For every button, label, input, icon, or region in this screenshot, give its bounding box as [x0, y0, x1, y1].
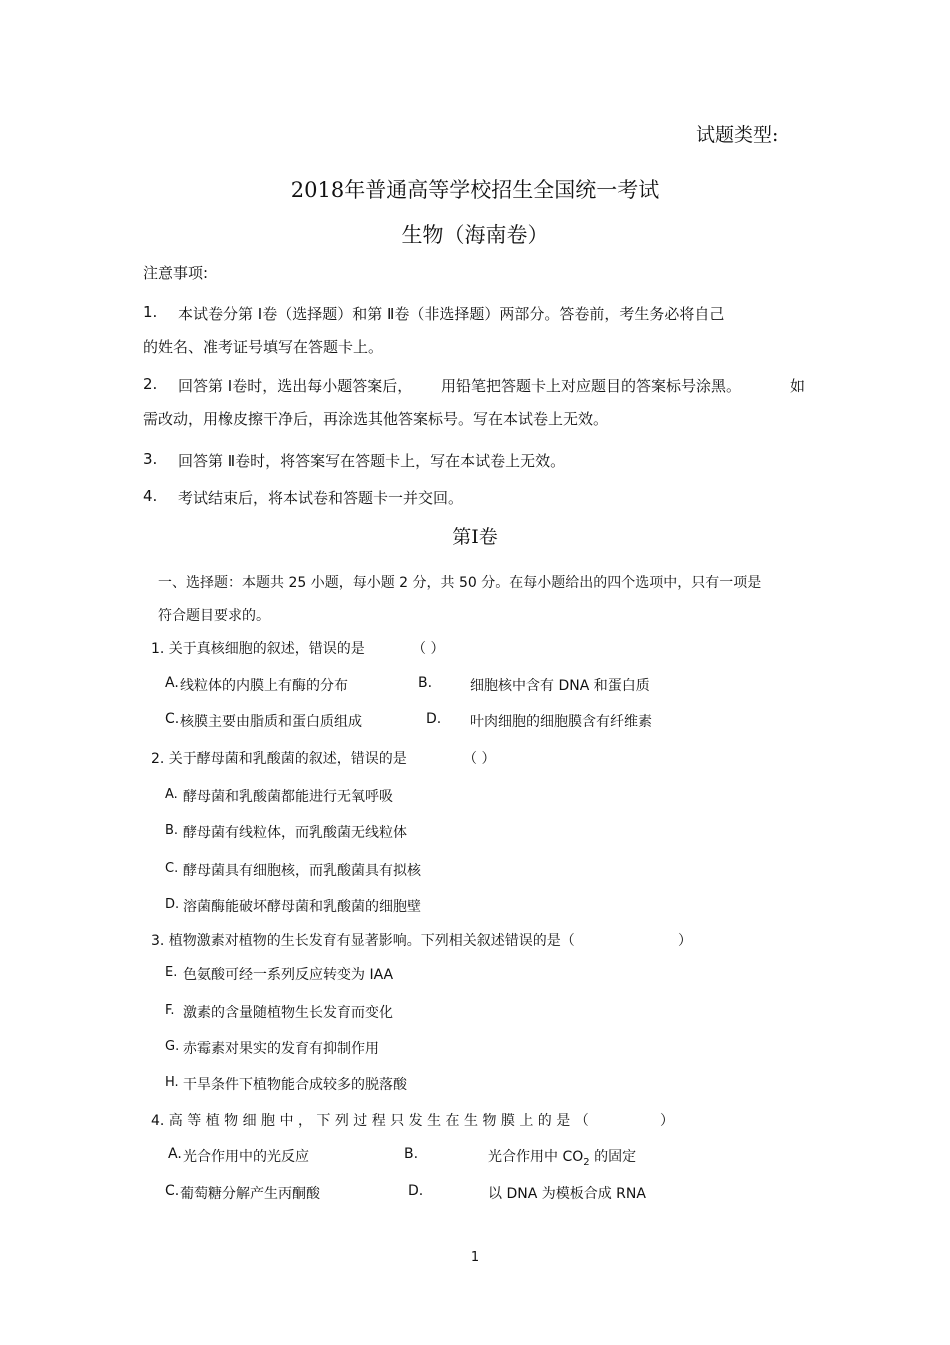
option-text: 以 DNA 为模板合成 RNA: [488, 1186, 646, 1202]
option-text: 溶菌酶能破坏酵母菌和乳酸菌的细胞壁: [183, 899, 421, 915]
note-text: 回答第 Ⅱ卷时，将答案写在答题卡上，写在本试卷上无效。: [178, 452, 566, 470]
option-text: 光合作用中的光反应: [183, 1149, 309, 1165]
option-text: 细胞核中含有 DNA 和蛋白质: [470, 678, 650, 694]
option-text-main: 光合作用中 CO: [488, 1149, 584, 1165]
option-label: C.: [165, 1183, 180, 1199]
option-label: D.: [408, 1183, 424, 1199]
option-label: D.: [165, 897, 180, 912]
option-text: 线粒体的内膜上有酶的分布: [180, 678, 348, 694]
note-number: 3.: [143, 450, 158, 468]
option-text: 干旱条件下植物能合成较多的脱落酸: [183, 1077, 407, 1093]
subscript: 2: [583, 1156, 590, 1168]
option-text: 核膜主要由脂质和蛋白质组成: [180, 714, 362, 730]
option-text: 色氨酸可经一系列反应转变为 IAA: [183, 967, 394, 983]
note-number: 2.: [143, 375, 158, 393]
note-text: 本试卷分第 Ⅰ卷（选择题）和第 Ⅱ卷（非选择题）两部分。答卷前，考生务必将自己: [178, 305, 725, 323]
option-label: H.: [165, 1075, 179, 1090]
option-label: A.: [168, 1146, 182, 1162]
exam-title: 2018年普通高等学校招生全国统一考试: [290, 178, 660, 202]
note-text: 用铅笔把答题卡上对应题目的答案标号涂黑。: [441, 377, 742, 395]
option-text: 酵母菌有线粒体，而乳酸菌无线粒体: [183, 825, 407, 841]
option-label: D.: [426, 711, 442, 727]
option-text: 叶肉细胞的细胞膜含有纤维素: [470, 714, 652, 730]
page-number: 1: [470, 1250, 480, 1265]
answer-bracket: （ ）: [412, 641, 445, 657]
answer-bracket: （ ）: [463, 751, 496, 767]
option-label: B.: [404, 1146, 419, 1162]
note-text: 需改动，用橡皮擦干净后，再涂选其他答案标号。写在本试卷上无效。: [143, 410, 609, 428]
question-stem: 4. 高 等 植 物 细 胞 中 ， 下 列 过 程 只 发 生 在 生 物 膜 上 的 是 （: [151, 1113, 589, 1129]
notes-heading: 注意事项:: [143, 264, 209, 282]
answer-bracket: ）: [660, 1113, 674, 1129]
option-label: C.: [165, 711, 180, 727]
option-text: 葡萄糖分解产生丙酮酸: [180, 1186, 320, 1202]
section-intro: 符合题目要求的。: [158, 608, 270, 624]
option-label: C.: [165, 861, 179, 876]
option-label: A.: [165, 675, 179, 691]
section-intro: 一、选择题：本题共 25 小题，每小题 2 分，共 50 分。在每小题给出的四个选项中，只有一项是: [158, 575, 762, 591]
note-text: 如: [790, 377, 806, 395]
option-text: 赤霉素对果实的发育有抑制作用: [183, 1041, 379, 1057]
option-text: [488, 1146, 636, 1168]
option-text: 酵母菌具有细胞核，而乳酸菌具有拟核: [183, 863, 421, 879]
section-title: 第Ⅰ卷: [452, 526, 498, 548]
question-stem: 3. 植物激素对植物的生长发育有显著影响。下列相关叙述错误的是（: [151, 933, 575, 949]
option-label: A.: [165, 787, 178, 802]
option-label: E.: [165, 965, 178, 980]
question-stem: 1. 关于真核细胞的叙述，错误的是: [151, 641, 365, 657]
option-label: B.: [418, 675, 433, 691]
note-number: 4.: [143, 487, 158, 505]
note-text: 回答第 Ⅰ卷时，选出每小题答案后，: [178, 377, 413, 395]
option-label: F.: [165, 1003, 175, 1018]
question-type-label: 试题类型:: [696, 124, 779, 146]
note-text: 考试结束后，将本试卷和答题卡一并交回。: [178, 489, 464, 507]
note-text: 的姓名、准考证号填写在答题卡上。: [143, 338, 384, 356]
option-text-tail: 的固定: [589, 1149, 637, 1165]
option-text: 激素的含量随植物生长发育而变化: [183, 1005, 393, 1021]
exam-subtitle: 生物（海南卷）: [401, 223, 549, 247]
answer-bracket: ）: [678, 933, 692, 949]
question-stem: 2. 关于酵母菌和乳酸菌的叙述，错误的是: [151, 751, 407, 767]
option-label: B.: [165, 823, 179, 838]
note-number: 1.: [143, 303, 158, 321]
option-text: 酵母菌和乳酸菌都能进行无氧呼吸: [183, 789, 393, 805]
option-label: G.: [165, 1039, 180, 1054]
